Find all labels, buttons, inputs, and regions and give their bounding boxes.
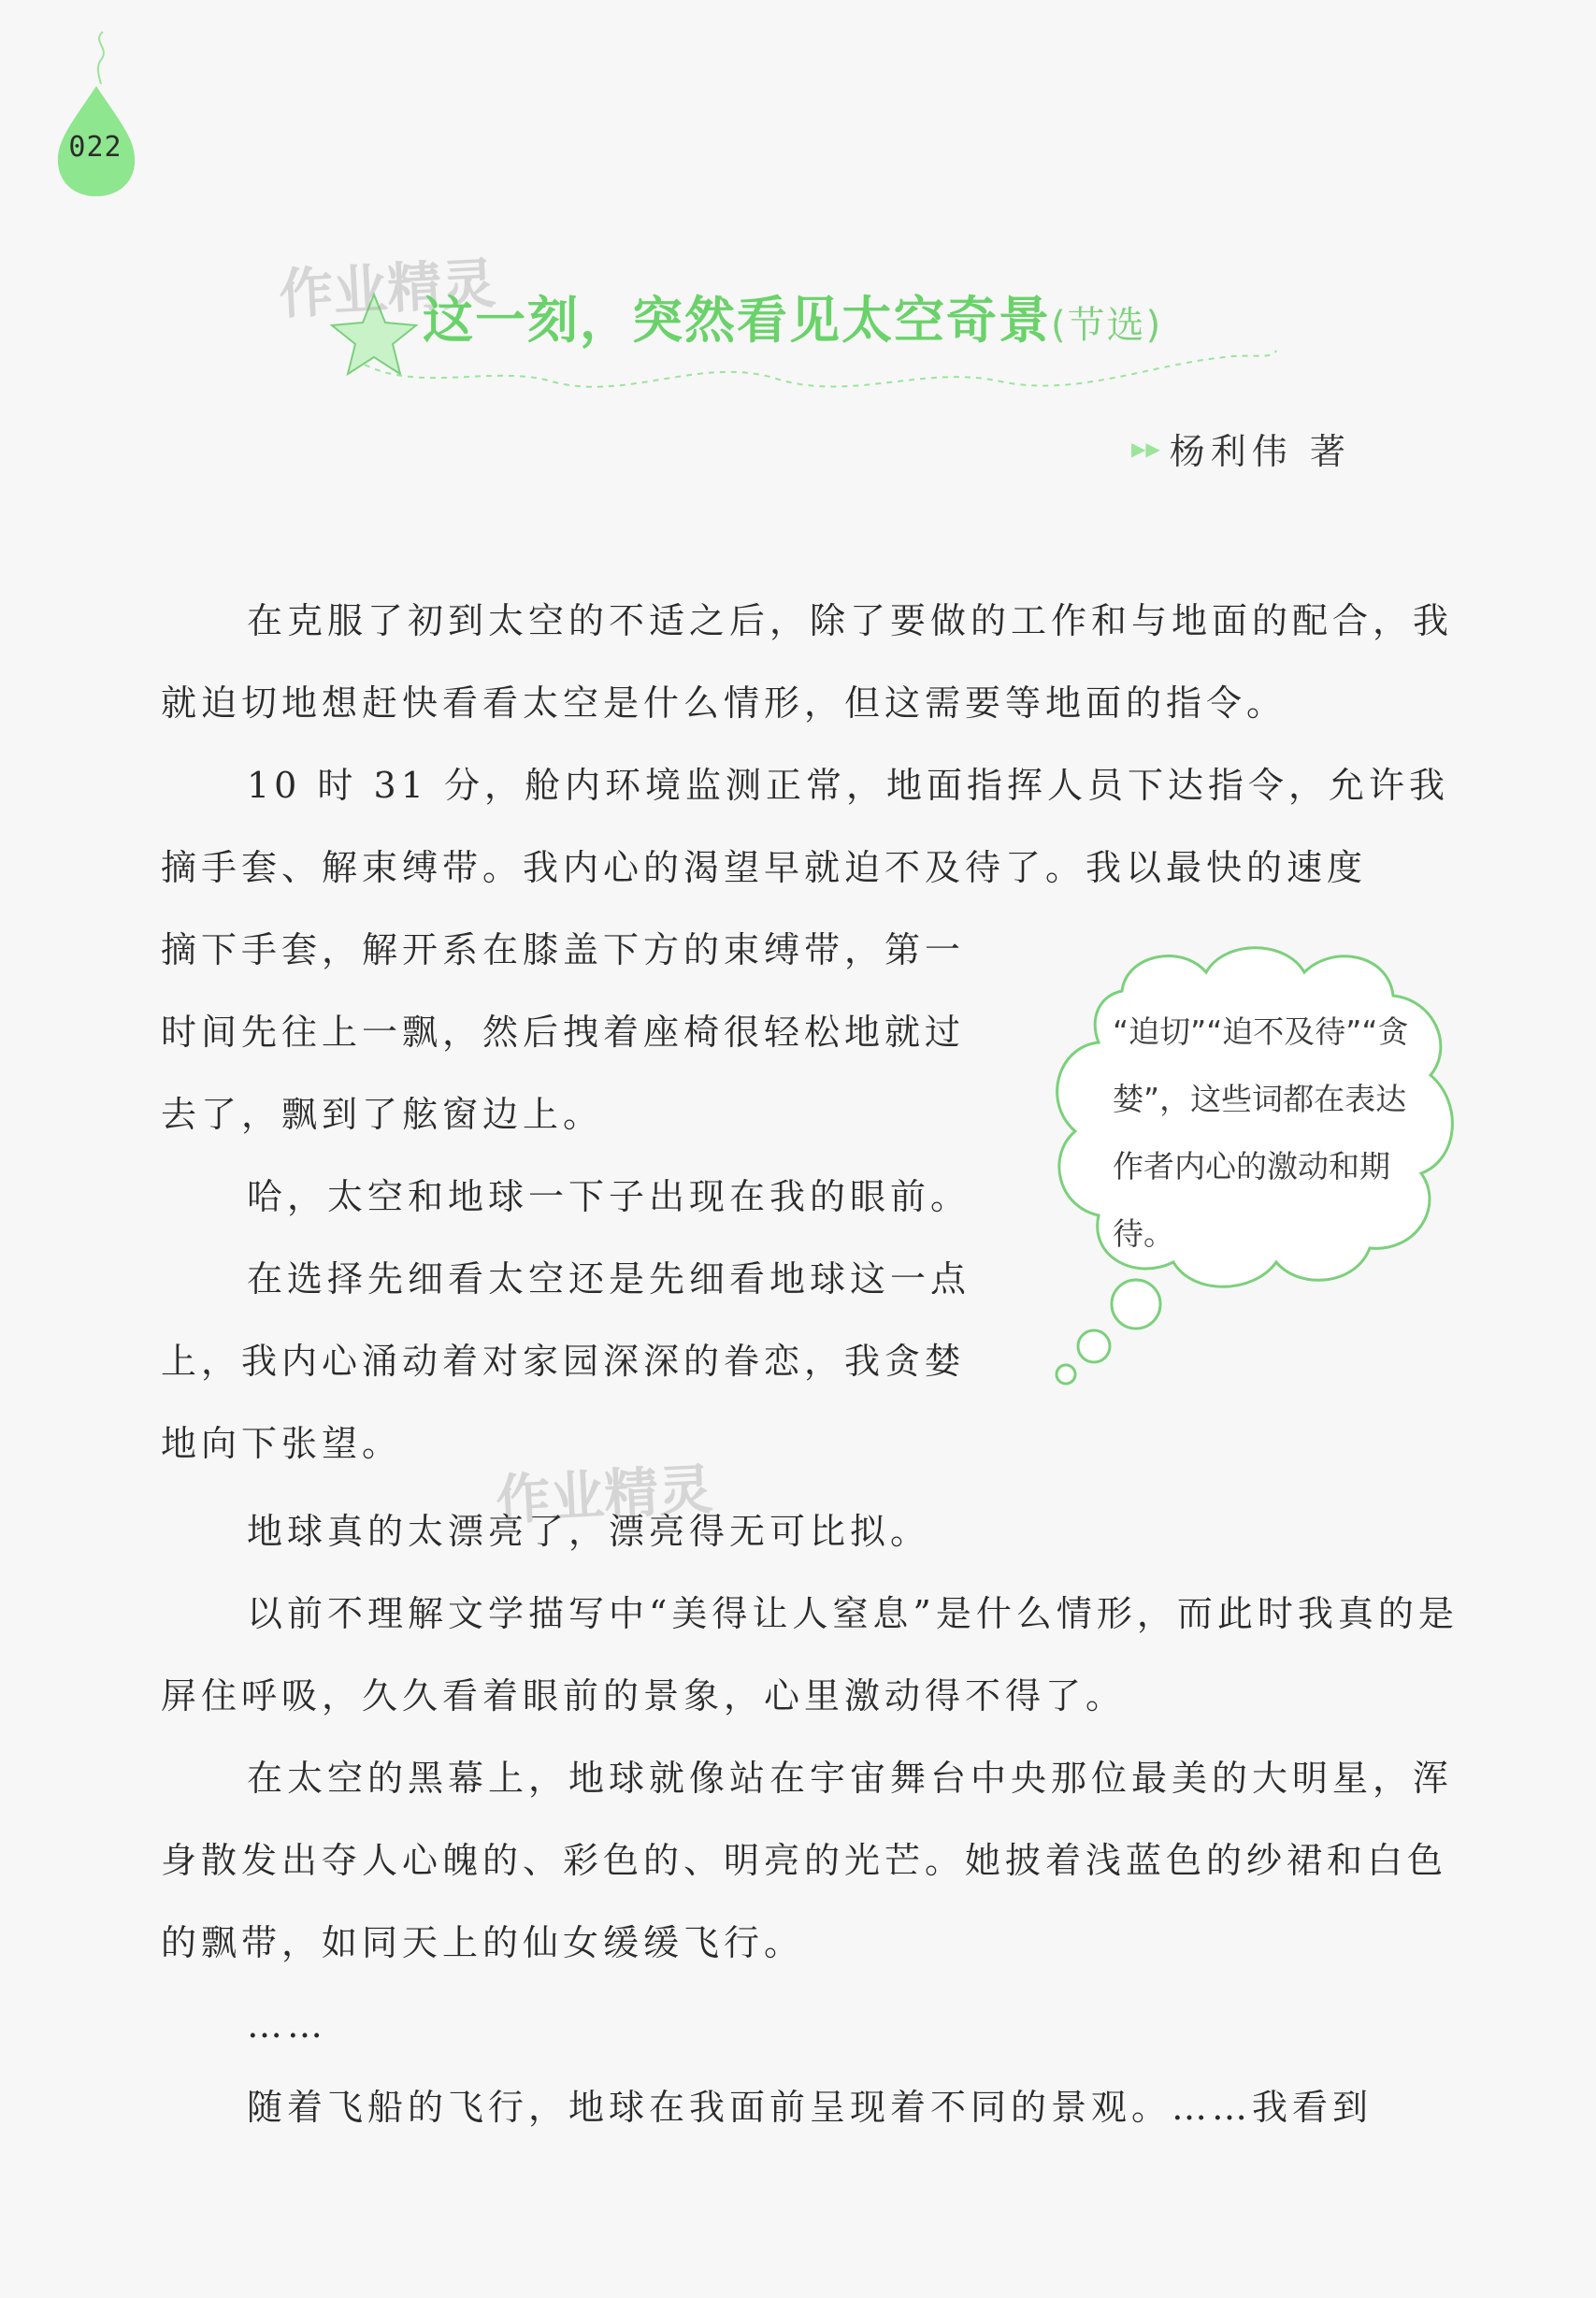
page-number-drop-icon [54, 28, 138, 196]
title-sub: (节选) [1051, 304, 1163, 347]
paragraph-8: 在太空的黑幕上，地球就像站在宇宙舞台中央那位最美的大明星，浑身散发出夺人心魄的、彩色的、明亮的光芒。她披着浅蓝色的纱裙和白色的飘带，如同天上的仙女缓缓飞行。 [161, 1758, 1454, 1963]
paragraph-ellipsis: …… [247, 2004, 327, 2046]
watermark: 作业精灵 [494, 1457, 714, 1533]
author-line [1131, 423, 1351, 474]
paragraph-6: 地球真的太漂亮了，漂亮得无可比拟。 [247, 1511, 931, 1552]
double-arrow-icon: ▶▶ [1131, 437, 1160, 460]
paragraph-9: 随着飞船的飞行，地球在我面前呈现着不同的景观。……我看到 [247, 2087, 1373, 2128]
paragraph-1: 在克服了初到太空的不适之后，除了要做的工作和与地面的配合，我就迫切地想赶快看看太空是什么情形，但这需要等地面的指令。 [161, 600, 1454, 724]
paragraph-2: 10 时 31 分，舱内环境监测正常，地面指挥人员下达指令，允许我摘手套、解束缚带。我内心的渴望早就迫不及待了。我以最快的速度 [161, 765, 1449, 888]
article-title [423, 280, 1162, 352]
author-name: 杨利伟 著 [1169, 431, 1351, 472]
paragraph-5: 在选择先细看太空还是先细看地球这一点上，我内心涌动着对家园深深的眷恋，我贪婪地向下张望。 [161, 1258, 971, 1464]
paragraph-7: 以前不理解文学描写中“美得让人窒息”是什么情形，而此时我真的是屏住呼吸，久久看着眼前的景象，心里激动得不得了。 [161, 1593, 1459, 1716]
paragraph-3: 摘下手套，解开系在膝盖下方的束缚带，第一时间先往上一飘，然后拽着座椅很轻松地就过去了，飘到了舷窗边上。 [161, 929, 966, 1135]
title-main: 这一刻，突然看见太空奇景 [423, 291, 1051, 350]
watermark: 作业精灵 [277, 251, 497, 327]
paragraph-4: 哈，太空和地球一下子出现在我的眼前。 [247, 1176, 971, 1217]
annotation-note: “迫切”“迫不及待”“贪婪”，这些词都在表达作者内心的激动和期待。 [1113, 1013, 1409, 1252]
page-number: 022 [68, 131, 122, 164]
